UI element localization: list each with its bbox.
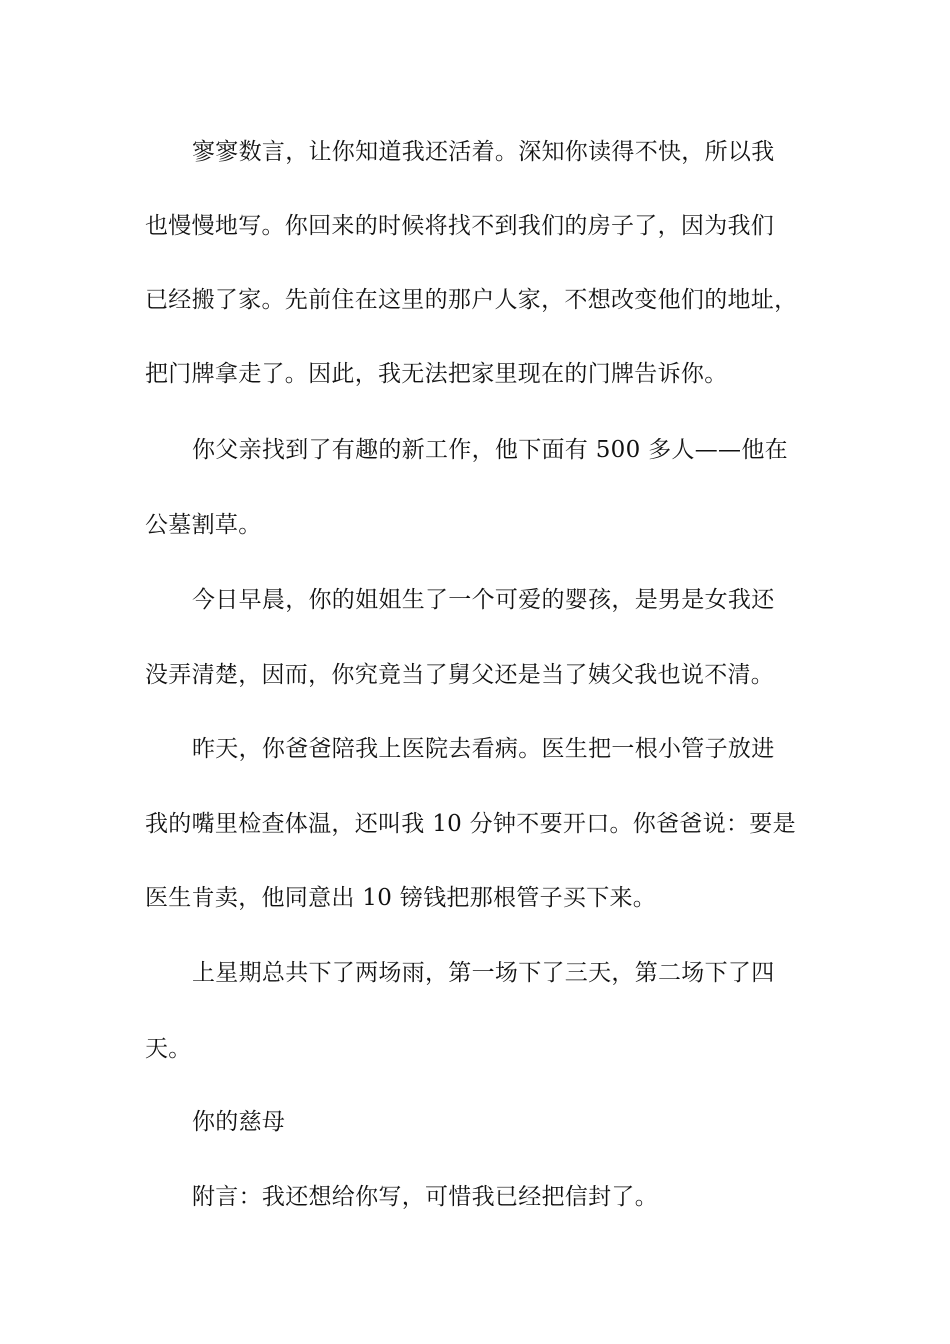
paragraph-4-line-3: 医生肯卖，他同意出 10 镑钱把那根管子买下来。	[145, 885, 657, 911]
paragraph-5-line-1: 上星期总共下了两场雨，第一场下了三天，第二场下了四	[192, 960, 775, 986]
paragraph-4-line-1: 昨天，你爸爸陪我上医院去看病。医生把一根小管子放进	[192, 736, 775, 762]
postscript: 附言：我还想给你写，可惜我已经把信封了。	[192, 1184, 658, 1210]
paragraph-4-line-2: 我的嘴里检查体温，还叫我 10 分钟不要开口。你爸爸说：要是	[145, 811, 796, 837]
paragraph-1-line-2: 也慢慢地写。你回来的时候将找不到我们的房子了，因为我们	[145, 213, 775, 239]
paragraph-3-line-2: 没弄清楚，因而，你究竟当了舅父还是当了姨父我也说不清。	[145, 662, 775, 688]
paragraph-1-line-4: 把门牌拿走了。因此，我无法把家里现在的门牌告诉你。	[145, 361, 728, 387]
paragraph-1-line-3: 已经搬了家。先前住在这里的那户人家，不想改变他们的地址，	[145, 287, 798, 313]
paragraph-2-line-2: 公墓割草。	[145, 512, 262, 538]
paragraph-5-line-2: 天。	[145, 1036, 192, 1062]
paragraph-2-line-1: 你父亲找到了有趣的新工作，他下面有 500 多人——他在	[192, 437, 788, 463]
paragraph-1-line-1: 寥寥数言，让你知道我还活着。深知你读得不快，所以我	[192, 139, 775, 165]
paragraph-3-line-1: 今日早晨，你的姐姐生了一个可爱的婴孩，是男是女我还	[192, 587, 775, 613]
signature: 你的慈母	[192, 1109, 286, 1135]
